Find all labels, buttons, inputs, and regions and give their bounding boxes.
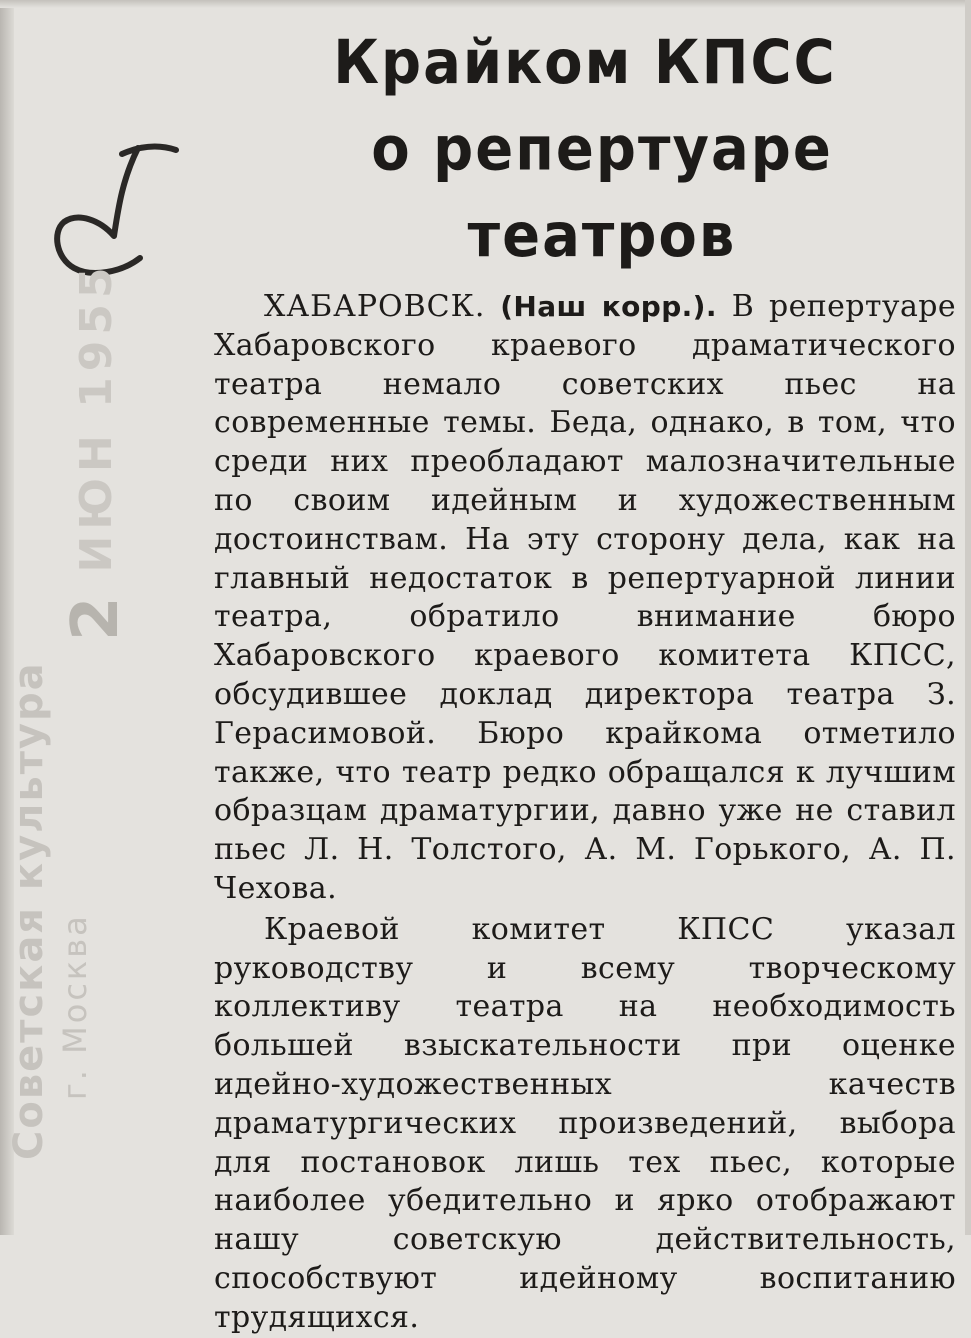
article (214, 27, 957, 1338)
article-byline: (Наш корр.). (500, 290, 717, 323)
article-body (214, 288, 956, 1338)
article-paragraph-1 (214, 288, 956, 909)
date-stamp-day: 2 (59, 590, 133, 641)
headline-line-2: о репертуаре театров (371, 114, 833, 271)
source-publication: Советская культура (6, 661, 52, 1160)
source-city: г. Москва (56, 913, 94, 1100)
article-dateline: ХАБАРОВСК. (264, 289, 486, 324)
date-stamp-month-year: ИЮН 1955 (70, 261, 122, 573)
headline-line-1: Крайком КПСС (333, 27, 837, 99)
date-stamp (59, 211, 133, 641)
paragraph-1-text: В репертуаре Хабаровского краевого драматического театра немало советских пьес на современные темы. Беда, однако, в том, что среди них преобладают малозначительные по своим идейным и художественным достоинствам. На эту сторону дела, как на главный недостаток в репертуарной линии театра, обратило внимание бюро Хабаровского краевого комитета КПСС, обсудившее доклад директора театра З. Герасимовой. Бюро крайкома отметило также, что театр редко обращался к лучшим образцам драматургии, давно уже не ставил пьес Л. Н. Толстого, А. М. Горького, А. П. Чехова. (214, 289, 957, 906)
source-stamp (5, 661, 115, 1160)
article-paragraph-2: Краевой комитет КПСС указал руководству и всему творческому коллективу театра на необходимость большей взыскательности при оценке идейно-художественных качеств драматургических произведений, выбора для постановок лишь тех пьес, которые наиболее убедительно и ярко отображают нашу советскую действительность, способствуют идейному воспитанию трудящихся. (214, 911, 956, 1335)
scan-edge-right (965, 0, 971, 1235)
article-headline (214, 20, 956, 279)
scan-edge-top (0, 0, 971, 8)
